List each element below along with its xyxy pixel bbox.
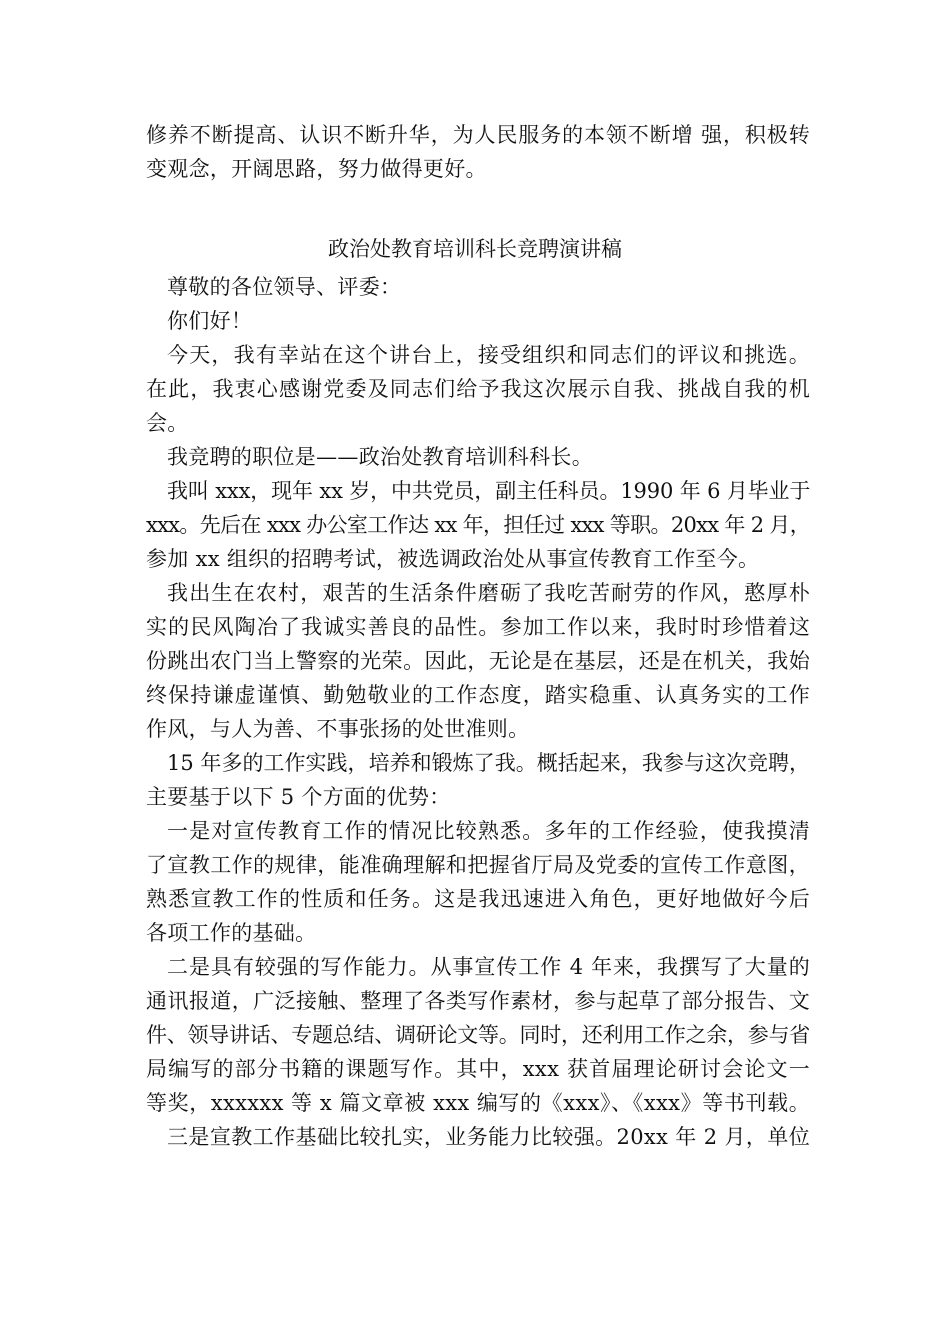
body-line: 通讯报道，广泛接触、整理了各类写作素材，参与起草了部分报告、文 bbox=[146, 989, 810, 1013]
body-line: 二是具有较强的写作能力。从事宣传工作 4 年来，我撰写了大量的 bbox=[167, 955, 810, 979]
body-line: xxx。先后在 xxx 办公室工作达 xx 年，担任过 xxx 等职。20xx 年 2 月， bbox=[146, 513, 810, 537]
body-line: 局编写的部分书籍的课题写作。其中，xxx 获首届理论研讨会论文一 bbox=[146, 1057, 810, 1081]
body-line: 了宣教工作的规律，能准确理解和把握省厅局及党委的宣传工作意图， bbox=[146, 853, 810, 877]
intro-line: 修养不断提高、认识不断升华，为人民服务的本领不断增 强，积极转 bbox=[146, 123, 810, 147]
body-line: 各项工作的基础。 bbox=[146, 921, 317, 945]
body-line: 我竞聘的职位是——政治处教育培训科科长。 bbox=[167, 445, 593, 469]
body-line: 主要基于以下 5 个方面的优势： bbox=[146, 785, 451, 809]
body-line: 参加 xx 组织的招聘考试，被选调政治处从事宣传教育工作至今。 bbox=[146, 547, 760, 571]
speech-body bbox=[146, 270, 810, 1154]
body-line: 在此，我衷心感谢党委及同志们给予我这次展示自我、挑战自我的机 bbox=[146, 377, 810, 401]
body-line: 一是对宣传教育工作的情况比较熟悉。多年的工作经验，使我摸清 bbox=[167, 819, 810, 843]
body-line: 等奖，xxxxxx 等 x 篇文章被 xxx 编写的《xxx》、《xxx》等书刊载。 bbox=[146, 1091, 810, 1115]
body-line: 份跳出农门当上警察的光荣。因此，无论是在基层，还是在机关，我始 bbox=[146, 649, 810, 673]
salutation-line: 尊敬的各位领导、评委： bbox=[167, 275, 402, 299]
body-line: 今天，我有幸站在这个讲台上，接受组织和同志们的评议和挑选。 bbox=[167, 343, 810, 367]
body-line: 三是宣教工作基础比较扎实，业务能力比较强。20xx 年 2 月，单位 bbox=[167, 1125, 810, 1149]
intro-line: 变观念，开阔思路，努力做得更好。 bbox=[146, 157, 487, 181]
body-line: 作风，与人为善、不事张扬的处世准则。 bbox=[146, 717, 530, 741]
body-line: 我叫 xxx，现年 xx 岁，中共党员，副主任科员。1990 年 6 月毕业于 bbox=[167, 479, 811, 503]
document-title: 政治处教育培训科长竞聘演讲稿 bbox=[328, 237, 622, 261]
body-line: 熟悉宣教工作的性质和任务。这是我迅速进入角色，更好地做好今后 bbox=[146, 887, 810, 911]
body-line: 实的民风陶冶了我诚实善良的品性。参加工作以来，我时时珍惜着这 bbox=[146, 615, 810, 639]
body-line: 我出生在农村，艰苦的生活条件磨砺了我吃苦耐劳的作风，憨厚朴 bbox=[167, 581, 810, 605]
intro-paragraph bbox=[146, 118, 810, 186]
greeting-line: 你们好！ bbox=[167, 309, 253, 333]
body-line: 终保持谦虚谨慎、勤勉敬业的工作态度，踏实稳重、认真务实的工作 bbox=[146, 683, 810, 707]
body-line: 15 年多的工作实践，培养和锻炼了我。概括起来，我参与这次竞聘， bbox=[167, 751, 810, 775]
body-line: 件、领导讲话、专题总结、调研论文等。同时，还利用工作之余，参与省 bbox=[146, 1023, 810, 1047]
body-line: 会。 bbox=[146, 411, 189, 435]
